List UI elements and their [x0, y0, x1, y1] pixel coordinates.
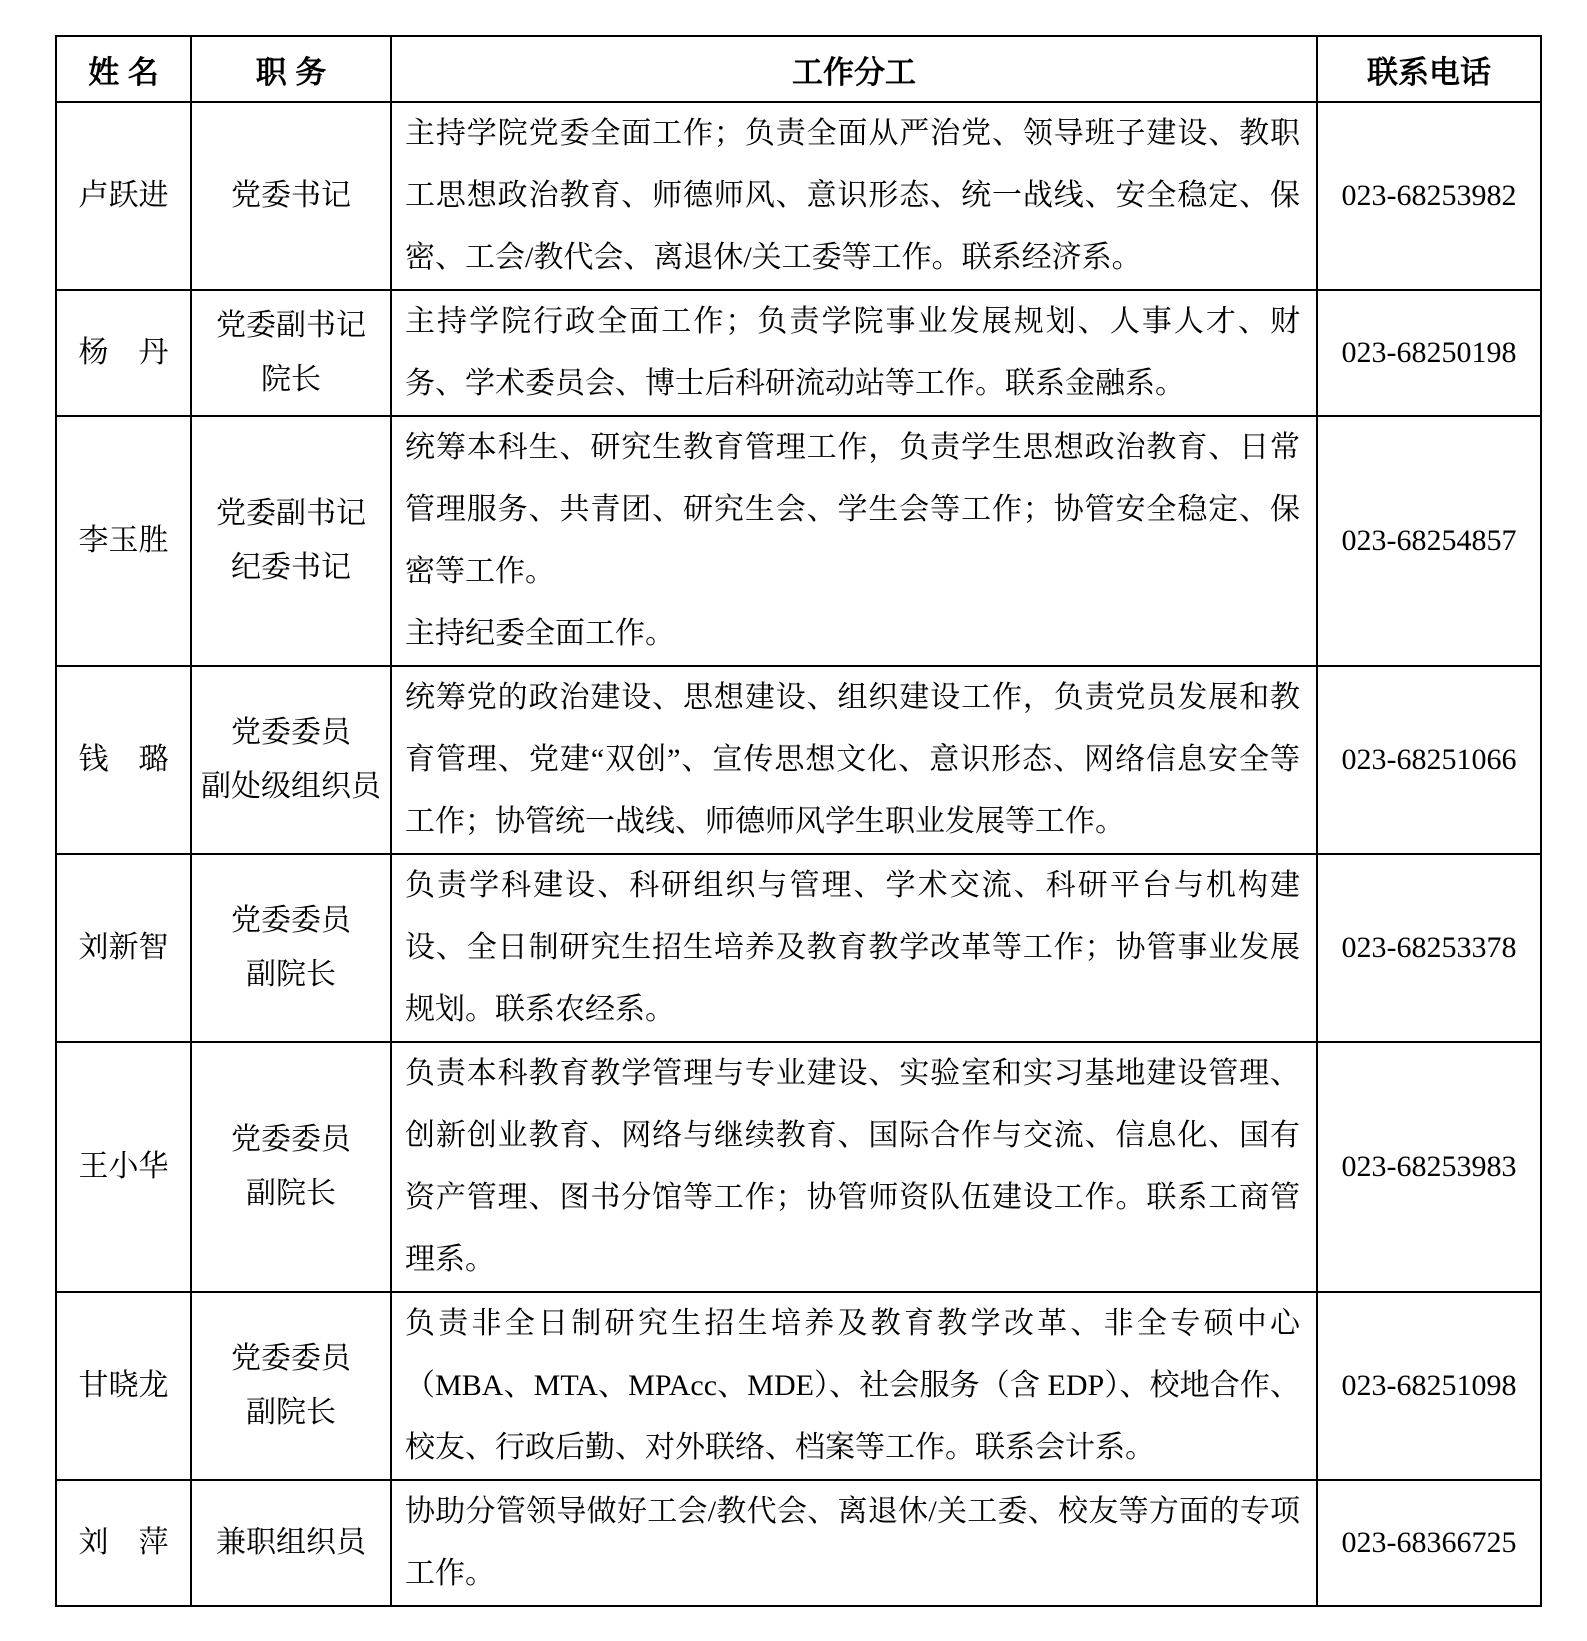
table-row [56, 290, 1541, 416]
leader-phone: 023-68366725 [1317, 1480, 1541, 1606]
leader-phone: 023-68253378 [1317, 854, 1541, 1042]
leader-duties [391, 1042, 1317, 1292]
position-line: 纪委书记 [231, 551, 351, 584]
position-line: 党委委员 [231, 904, 351, 937]
leader-duties [391, 1480, 1317, 1606]
position-line: 党委副书记 [216, 497, 366, 530]
position-line: 党委委员 [231, 1123, 351, 1156]
leader-name: 刘 萍 [56, 1480, 191, 1606]
table-row [56, 1292, 1541, 1480]
leader-name: 甘晓龙 [56, 1292, 191, 1480]
duty-paragraph: 统筹党的政治建设、思想建设、组织建设工作，负责党员发展和教育管理、党建“双创”、宣传思想文化、意识形态、网络信息安全等工作；协管统一战线、师德师风学生职业发展等工作。 [405, 681, 1300, 838]
position-line: 党委委员 [231, 1342, 351, 1375]
duty-paragraph: 主持纪委全面工作。 [405, 617, 675, 650]
leader-duties [391, 102, 1317, 290]
position-line: 副处级组织员 [201, 770, 381, 803]
header-row [56, 36, 1541, 102]
table-row [56, 102, 1541, 290]
leader-duties [391, 666, 1317, 854]
duty-paragraph: 协助分管领导做好工会/教代会、离退休/关工委、校友等方面的专项工作。 [405, 1495, 1300, 1590]
leader-phone: 023-68253983 [1317, 1042, 1541, 1292]
table-row [56, 1042, 1541, 1292]
leader-phone: 023-68251066 [1317, 666, 1541, 854]
header-phone: 联系电话 [1317, 36, 1541, 102]
leader-phone: 023-68251098 [1317, 1292, 1541, 1480]
leader-position [191, 854, 391, 1042]
duty-paragraph: 主持学院党委全面工作；负责全面从严治党、领导班子建设、教职工思想政治教育、师德师风、意识形态、统一战线、安全稳定、保密、工会/教代会、离退休/关工委等工作。联系经济系。 [405, 117, 1300, 274]
table-row [56, 666, 1541, 854]
position-line: 院长 [261, 363, 321, 396]
duty-paragraph: 负责学科建设、科研组织与管理、学术交流、科研平台与机构建设、全日制研究生招生培养及教育教学改革等工作；协管事业发展规划。联系农经系。 [405, 869, 1300, 1026]
leader-position [191, 666, 391, 854]
leader-duties [391, 854, 1317, 1042]
header-name: 姓 名 [56, 36, 191, 102]
leader-position [191, 1480, 391, 1606]
position-line: 副院长 [246, 958, 336, 991]
leader-phone: 023-68254857 [1317, 416, 1541, 666]
position-line: 党委副书记 [216, 309, 366, 342]
position-line: 副院长 [246, 1396, 336, 1429]
leadership-contact-table [55, 35, 1542, 1607]
leader-name: 刘新智 [56, 854, 191, 1042]
leader-position [191, 290, 391, 416]
duty-paragraph: 负责本科教育教学管理与专业建设、实验室和实习基地建设管理、创新创业教育、网络与继续教育、国际合作与交流、信息化、国有资产管理、图书分馆等工作；协管师资队伍建设工作。联系工商管理系。 [405, 1057, 1300, 1276]
leader-position [191, 1292, 391, 1480]
table-body [56, 102, 1541, 1606]
leader-duties [391, 416, 1317, 666]
leader-name: 李玉胜 [56, 416, 191, 666]
duty-paragraph: 主持学院行政全面工作；负责学院事业发展规划、人事人才、财务、学术委员会、博士后科研流动站等工作。联系金融系。 [405, 305, 1300, 400]
position-line: 副院长 [246, 1177, 336, 1210]
leader-name: 钱 璐 [56, 666, 191, 854]
leader-position [191, 416, 391, 666]
leader-duties [391, 1292, 1317, 1480]
leader-phone: 023-68253982 [1317, 102, 1541, 290]
leader-name: 杨 丹 [56, 290, 191, 416]
leader-duties [391, 290, 1317, 416]
position-line: 党委书记 [231, 179, 351, 212]
leader-position [191, 1042, 391, 1292]
position-line: 党委委员 [231, 716, 351, 749]
header-position: 职 务 [191, 36, 391, 102]
position-line: 兼职组织员 [216, 1526, 366, 1559]
table-row [56, 854, 1541, 1042]
leader-phone: 023-68250198 [1317, 290, 1541, 416]
leader-position [191, 102, 391, 290]
leadership-contact-table-container [55, 35, 1542, 1607]
header-duties: 工作分工 [391, 36, 1317, 102]
leader-name: 王小华 [56, 1042, 191, 1292]
duty-paragraph: 统筹本科生、研究生教育管理工作，负责学生思想政治教育、日常管理服务、共青团、研究生会、学生会等工作；协管安全稳定、保密等工作。 [405, 431, 1300, 588]
table-row [56, 1480, 1541, 1606]
table-row [56, 416, 1541, 666]
leader-name: 卢跃进 [56, 102, 191, 290]
duty-paragraph: 负责非全日制研究生招生培养及教育教学改革、非全专硕中心（MBA、MTA、MPAcc、MDE）、社会服务（含 EDP）、校地合作、校友、行政后勤、对外联络、档案等工作。联系会计系。 [405, 1307, 1300, 1464]
